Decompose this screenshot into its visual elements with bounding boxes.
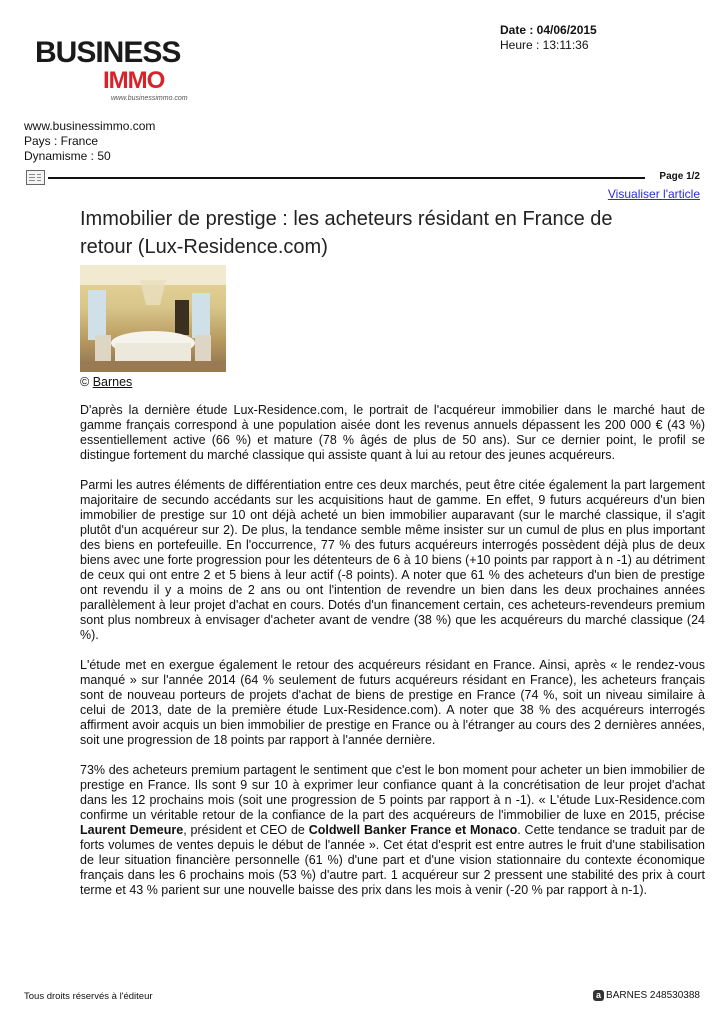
paragraph-4-text: . Cette tendance se traduit par de forts volumes de ventes depuis le début de l'année ». Cet état d'esprit est entre autres le fruit d'une stabilisation de leur situation financière personnelle (61 %) d'une part et d'une vision stationnaire du contexte économique français dans les 6 prochains mois (53 %) d'autre part. 1 acquéreur sur 2 pressent une stabilité des prix à court terme et 43 % parient sur une nouvelle baisse des prix dans les mois à venir (-20 % par rapport à n-1). — [80, 823, 705, 897]
logo-immo: IMMO — [103, 67, 165, 94]
article-body — [80, 403, 705, 913]
article-photo — [80, 265, 226, 372]
company-name: Coldwell Banker France et Monaco — [308, 823, 518, 837]
page-number: Page 1/2 — [659, 171, 700, 182]
footer-rights: Tous droits réservés à l'éditeur — [24, 991, 153, 1002]
paragraph-1: D'après la dernière étude Lux-Residence.com, le portrait de l'acquéreur immobilier dans le marché haut de gamme français correspond à une population aisée dont les revenus annuels dépassent les 200 000 € (43 %) essentiellement active (66 %) et mature (78 % âgés de plus de 50 ans). Sur ce dernier point, le profil se distingue fortement du marché classique qui assiste quant à lui au retour des jeunes acquéreurs. — [80, 403, 705, 462]
paragraph-2: Parmi les autres éléments de différentiation entre ces deux marchés, peut être citée également la part largement majoritaire de secundo accédants sur les acquisitions haut de gamme. En effet, 9 futurs acquéreurs d'un bien immobilier de prestige sur 10 ont déjà acheté un bien immobilier auparavant (sur le marché classique, il s'agit plutôt d'un acquéreur sur 2). De plus, la tendance semble même insister sur un cumul de plus en plus important des biens en portefeuille. En l'occurrence, 77 % des futurs acquéreurs interrogés possèdent déjà plus de deux biens avec une forte progression pour les détenteurs de 6 à 10 biens (+10 points par rapport à n -1) au détriment de ceux qui ont entre 2 et 5 biens à leur actif (-8 points). A noter que 61 % des acheteurs d'un bien de prestige ont revendu il y a moins de 2 ans ou ont l'intention de revendre un bien dans les deux prochaines années parallèlement à leur projet d'achat en cours. Dotés d'un financement certain, ces acheteurs-revendeurs premium sont plus nombreux à envisager d'acheter avant de vendre (38 %) que les acquéreurs du marché classique (24 %). — [80, 478, 705, 642]
country: Pays : France — [24, 134, 99, 148]
site-url: www.businessimmo.com — [24, 119, 156, 133]
reference-id: BARNES 248530388 — [606, 990, 700, 1001]
logo-business: BUSINESS — [35, 36, 181, 69]
paragraph-4-text: 73% des acheteurs premium partagent le sentiment que c'est le bon moment pour acheter un bien immobilier de prestige en France. Ils sont 9 sur 10 à exprimer leur confiance quant à la concrétisation de leur projet d'achat dans les 12 prochains mois (soit une progression de 5 points par rapport à n -1). « L'étude Lux-Residence.com confirme un véritable retour de la confiance de la part des acquéreurs de l'immobilier de luxe en 2015, précise — [80, 763, 705, 822]
date-block — [500, 23, 597, 53]
date: Date : 04/06/2015 — [500, 23, 597, 37]
paragraph-4-text: , président et CEO de — [183, 823, 309, 837]
caption-prefix: © — [80, 375, 93, 389]
view-article-link[interactable]: Visualiser l'article — [607, 187, 700, 201]
business-immo-logo — [35, 38, 205, 104]
paragraph-3: L'étude met en exergue également le retour des acquéreurs résidant en France. Ainsi, après « le rendez-vous manqué » sur l'année 2014 (64 % seulement de futurs acquéreurs résidant en France), les acheteurs français sont de nouveau porteurs de projets d'achat de biens de prestige en France (74 %, soit un niveau similaire à celui de 2013, date de la première étude Lux-Residence.com). A noter que 38 % des acquéreurs interrogés affirment avoir acquis un bien immobilier de prestige en France ou à l'étranger au cours des 2 dernières années, soit une progression de 18 points par rapport à l'année dernière. — [80, 658, 705, 747]
paragraph-4 — [80, 763, 705, 898]
document-icon — [26, 170, 45, 185]
photo-caption — [80, 375, 132, 390]
logo-url: www.businessimmo.com — [111, 95, 188, 102]
article-title: Immobilier de prestige : les acheteurs résidant en France de retour (Lux-Residence.com) — [80, 208, 613, 258]
header-divider — [48, 177, 645, 179]
footer-reference — [593, 990, 700, 1001]
source-info — [24, 119, 155, 164]
caption-link[interactable]: Barnes — [92, 375, 133, 389]
dynamism: Dynamisme : 50 — [24, 149, 111, 163]
brand-icon: a — [593, 990, 604, 1001]
person-name: Laurent Demeure — [80, 823, 184, 837]
time: Heure : 13:11:36 — [500, 38, 589, 52]
